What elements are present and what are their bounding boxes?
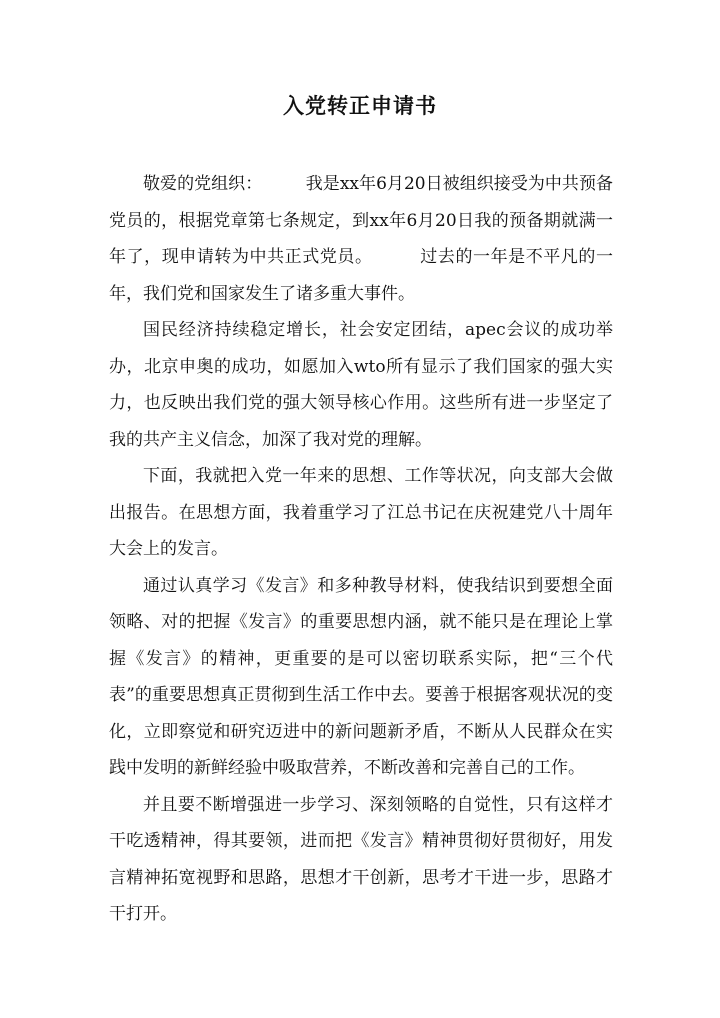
paragraph-1: 敬爱的党组织： 我是xx年6月20日被组织接受为中共预备党员的，根据党章第七条规定，到xx年6月20日我的预备期就满一年了，现申请转为中共正式党员。 过去的一年是不平凡的一年，我们党和国家发生了诸多重大事件。: [109, 174, 613, 304]
paragraph-4: 通过认真学习《发言》和多种教导材料，使我结识到要想全面领略、对的把握《发言》的重要思想内涵，就不能只是在理论上掌握《发言》的精神，更重要的是可以密切联系实际，把“三个代表”的重要思想真正贯彻到生活工作中去。要善于根据客观状况的变化，立即察觉和研究迈进中的新问题新矛盾，不断从人民群众在实践中发明的新鲜经验中吸取营养，不断改善和完善自己的工作。: [109, 575, 613, 778]
document-title: 入党转正申请书: [283, 93, 437, 118]
document-body: [109, 166, 613, 933]
paragraph-3: 下面，我就把入党一年来的思想、工作等状况，向支部大会做出报告。在思想方面，我着重学习了江总书记在庆祝建党八十周年大会上的发言。: [109, 466, 613, 559]
paragraph-5: 并且要不断增强进一步学习、深刻领略的自觉性，只有这样才干吃透精神，得其要领，进而把《发言》精神贯彻好贯彻好，用发言精神拓宽视野和思路，思想才干创新，思考才干进一步，思路才干打开。: [109, 794, 613, 924]
paragraph-2: 国民经济持续稳定增长，社会安定团结，apec会议的成功举办，北京申奥的成功，如愿加入wto所有显示了我们国家的强大实力，也反映出我们党的强大领导核心作用。这些所有进一步坚定了我的共产主义信念，加深了我对党的理解。: [109, 320, 613, 450]
